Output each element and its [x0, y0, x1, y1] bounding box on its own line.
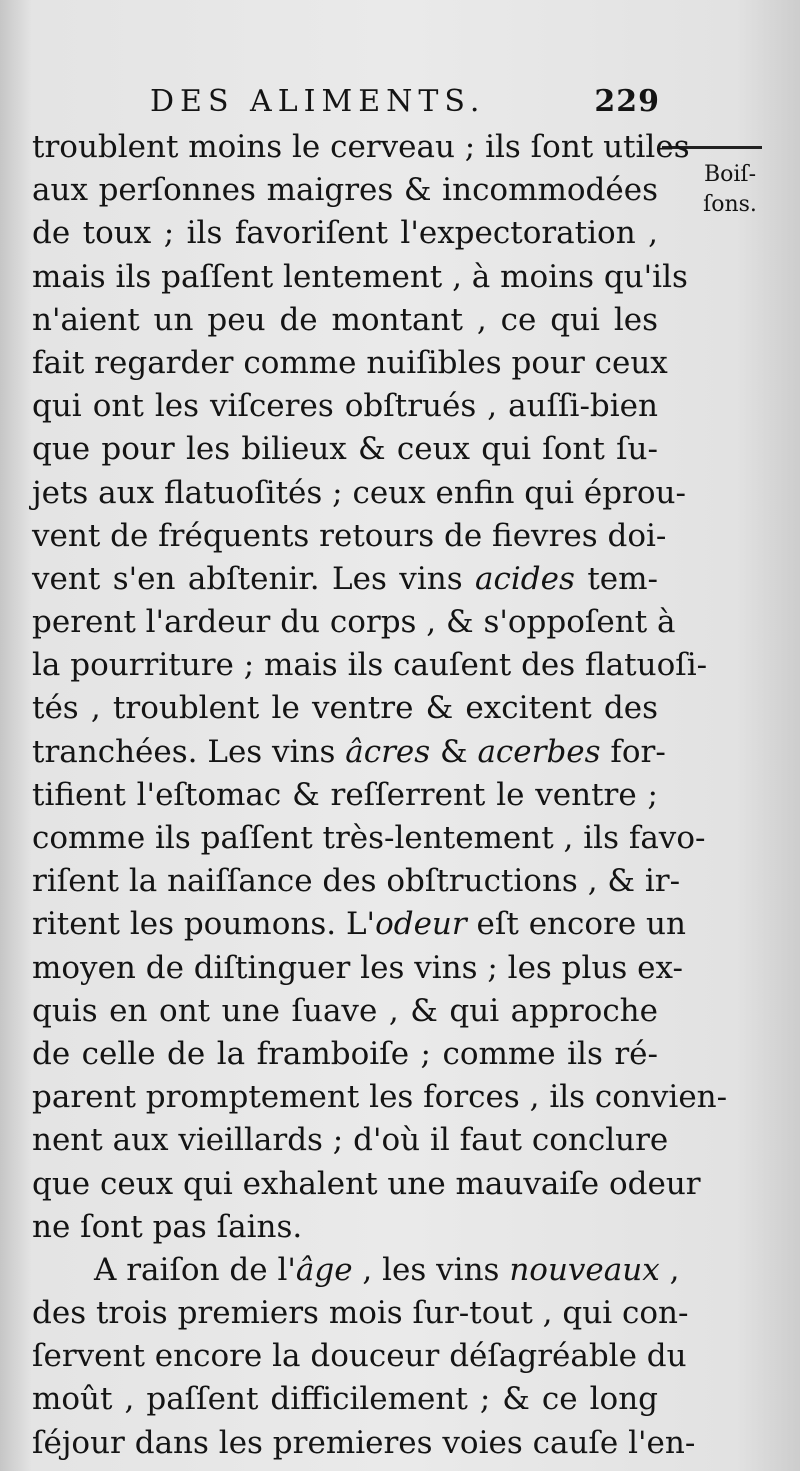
text-line	[32, 601, 676, 644]
text-line	[32, 1119, 669, 1162]
text-line	[32, 687, 658, 730]
text-line	[32, 256, 688, 299]
italic-term: odeur	[375, 906, 467, 943]
text-line	[32, 1163, 701, 1206]
text-line	[32, 1076, 728, 1119]
text-run: eſt encore un	[466, 906, 686, 943]
text-run: tifient l'eſtomac & reſſerrent le ventre ;	[32, 776, 658, 813]
italic-term: nouveaux	[509, 1251, 660, 1288]
text-line	[32, 212, 658, 255]
text-run: ſervent encore la douceur déſagréable du	[32, 1338, 687, 1375]
text-run: mais ils paſſent lentement , à moins qu'ils	[32, 258, 688, 295]
text-line	[32, 558, 658, 601]
text-line	[32, 299, 658, 342]
text-line	[32, 515, 667, 558]
page-number: 229	[594, 84, 660, 119]
text-run: moyen de diſtinguer les vins ; les plus ex-	[32, 949, 683, 986]
text-line	[32, 1335, 687, 1378]
text-run: perent l'ardeur du corps , & s'oppoſent à	[32, 604, 676, 641]
text-run: vent de fréquents retours de fievres doi-	[32, 517, 667, 554]
text-run: ſéjour dans les premieres voies cauſe l'en-	[32, 1424, 696, 1461]
italic-term: acides	[475, 560, 575, 597]
italic-term: acerbes	[477, 733, 601, 770]
text-run: tem-	[574, 560, 659, 597]
text-run: tranchées. Les vins	[32, 733, 346, 770]
text-run: ne ſont pas ſains.	[32, 1208, 303, 1245]
text-run: des trois premiers mois ſur-tout , qui con-	[32, 1295, 689, 1332]
margin-note-line: Boiſ-	[703, 162, 757, 187]
running-header	[150, 84, 660, 124]
text-run: , les vins	[352, 1251, 510, 1288]
text-line	[32, 1249, 680, 1292]
text-line	[32, 169, 658, 212]
text-run: nent aux vieillards ; d'où il faut conclure	[32, 1122, 669, 1159]
text-run: de celle de la framboiſe ; comme ils ré-	[32, 1035, 658, 1072]
text-run: ritent les poumons. L'	[32, 906, 376, 943]
body-text	[32, 126, 728, 1465]
text-line	[32, 817, 706, 860]
text-line	[32, 1378, 658, 1421]
text-run: quis en ont une ſuave , & qui approche	[32, 992, 658, 1029]
text-line	[32, 903, 686, 946]
text-line	[32, 1033, 658, 1076]
text-run: que pour les bilieux & ceux qui ſont ſu-	[32, 431, 658, 468]
text-line	[32, 385, 658, 428]
text-run: &	[430, 733, 478, 770]
text-line	[32, 990, 658, 1033]
text-run: qui ont les viſceres obſtrués , auſſi-bien	[32, 388, 658, 425]
text-run: A raiſon de l'	[94, 1251, 296, 1288]
italic-term: âcres	[345, 733, 431, 770]
text-run: parent promptement les forces , ils convien-	[32, 1079, 728, 1116]
text-line	[32, 947, 683, 990]
text-run: que ceux qui exhalent une mauvaiſe odeur	[32, 1165, 701, 1202]
text-run: troublent moins le cerveau ; ils ſont utiles	[32, 129, 690, 165]
text-line	[32, 1422, 696, 1465]
text-line	[32, 644, 708, 687]
text-run: fait regarder comme nuiſibles pour ceux	[32, 344, 668, 381]
margin-note-line: ſons.	[703, 192, 757, 217]
text-run: la pourriture ; mais ils cauſent des flatuoſi-	[32, 647, 708, 684]
text-line	[32, 860, 681, 903]
text-run: jets aux flatuoſités ; ceux enfin qui éprou-	[32, 474, 686, 511]
text-line	[32, 428, 658, 471]
text-line	[32, 1206, 658, 1249]
text-run: riſent la naiſſance des obſtructions , & ir-	[32, 863, 681, 900]
text-run: vent s'en abſtenir. Les vins	[32, 560, 476, 597]
running-title: DES ALIMENTS.	[150, 84, 486, 119]
text-run: ,	[659, 1251, 680, 1288]
text-run: n'aient un peu de montant , ce qui les	[32, 301, 658, 338]
text-line	[32, 774, 658, 817]
text-run: moût , paſſent difficilement ; & ce long	[32, 1381, 658, 1418]
text-line	[32, 472, 686, 515]
text-line	[32, 1292, 689, 1335]
text-run: de toux ; ils favoriſent l'expectoration ,	[32, 215, 658, 252]
text-run: aux perſonnes maigres & incommodées	[32, 172, 658, 209]
text-run: tés , troublent le ventre & excitent des	[32, 690, 658, 727]
text-line	[32, 126, 690, 169]
italic-term: âge	[295, 1251, 353, 1288]
text-run: for-	[600, 733, 666, 770]
margin-note	[690, 160, 770, 220]
text-line	[32, 731, 666, 774]
text-run: comme ils paſſent très-lentement , ils favo-	[32, 820, 706, 856]
text-line	[32, 342, 668, 385]
